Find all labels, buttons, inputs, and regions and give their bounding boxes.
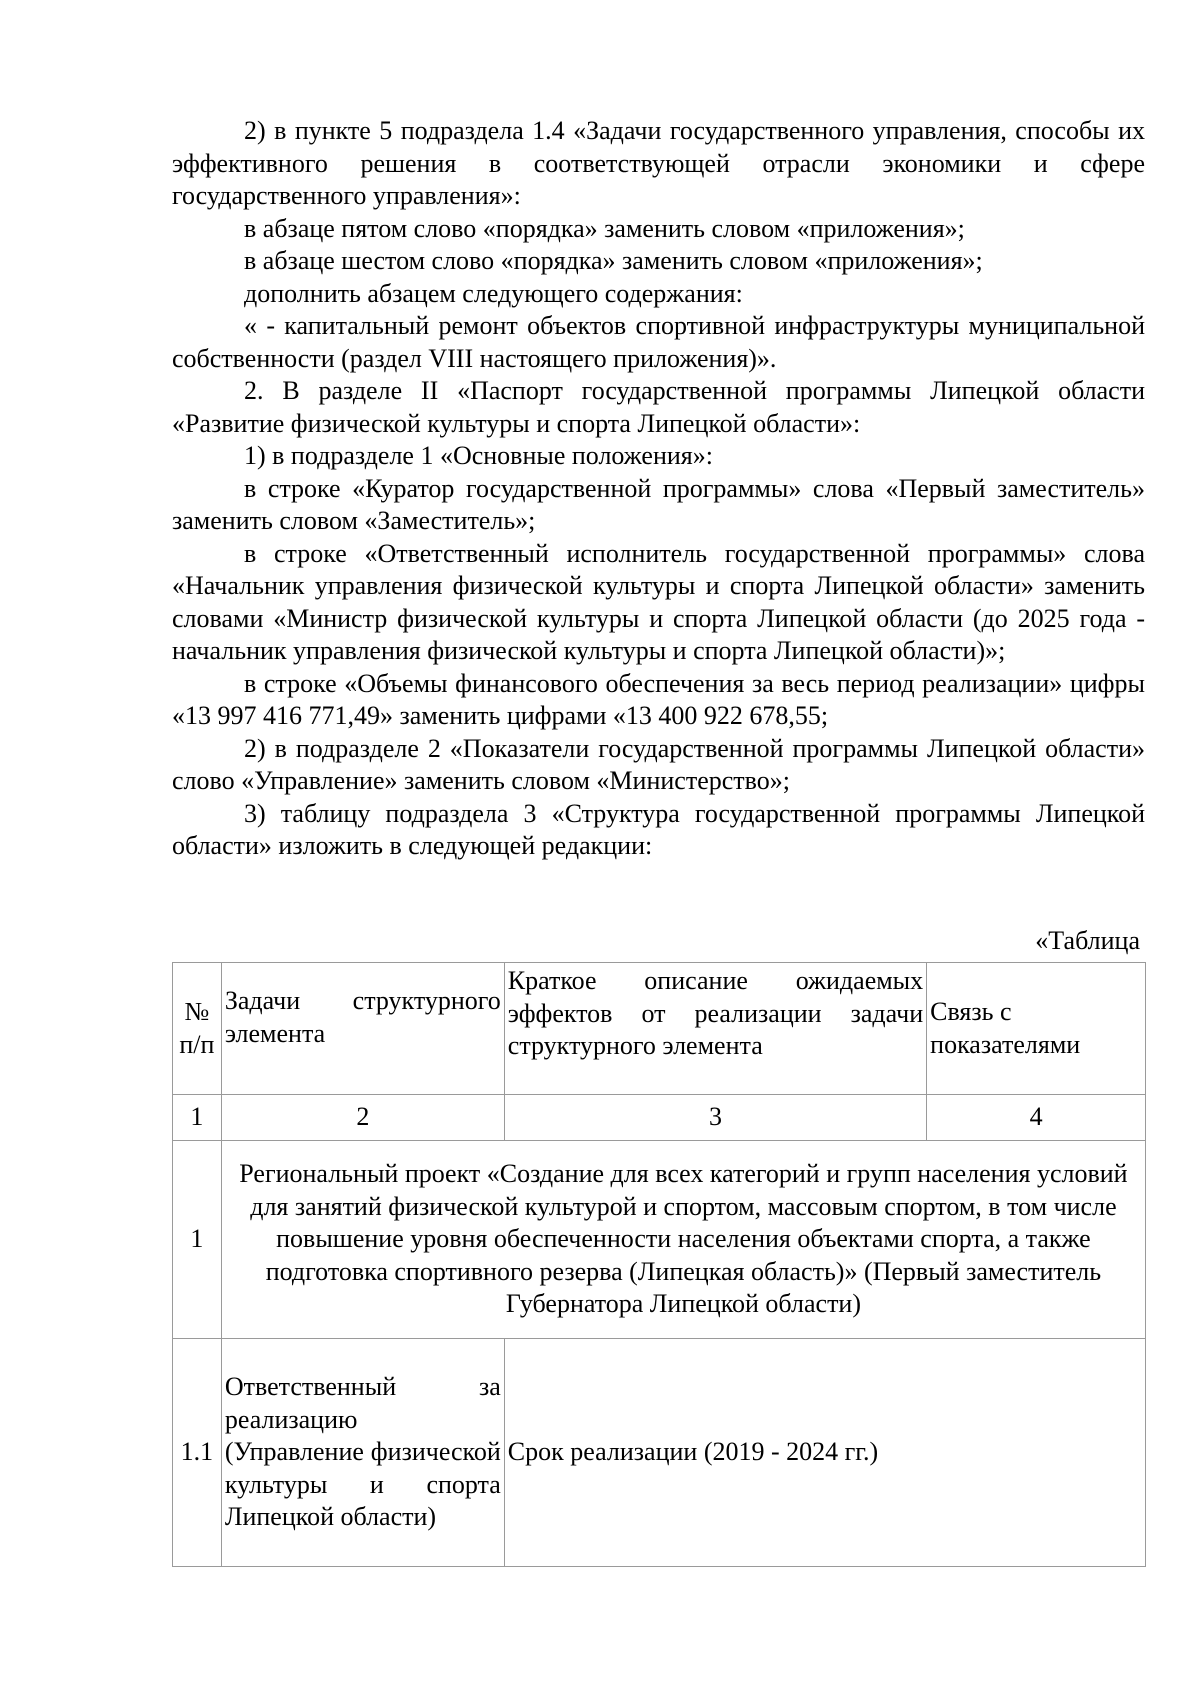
paragraph-5: « - капитальный ремонт объектов спортивной инфраструктуры муниципальной собственности (раздел VIII настоящего приложения)». (172, 311, 1145, 373)
table-header-row (173, 963, 1146, 1095)
header-tasks: Задачи структурного элемента (221, 963, 504, 1095)
paragraph-6: 2. В разделе II «Паспорт государственной программы Липецкой области «Развитие физической культуры и спорта Липецкой области»: (172, 376, 1145, 438)
numbering-cell-2: 2 (221, 1095, 504, 1141)
regional-project-cell: Региональный проект «Создание для всех категорий и групп населения условий для занятий физической культурой и спортом, массовым спортом, в том числе повышение уровня обеспеченности населения объектами спорта, а также подготовка спортивного резерва (Липецкая область)» (Первый заместитель Губернатора Липецкой области) (221, 1141, 1145, 1339)
header-description: Краткое описание ожидаемых эффектов от реализации задачи структурного элемента (504, 963, 926, 1095)
paragraph-4: дополнить абзацем следующего содержания: (244, 278, 743, 308)
row-number: 1.1 (173, 1339, 222, 1567)
header-indicators: Связь с показателями (927, 963, 1146, 1095)
paragraph-3: в абзаце шестом слово «порядка» заменить словом «приложения»; (244, 246, 983, 275)
paragraph-11: 2) в подразделе 2 «Показатели государственной программы Липецкой области» слово «Управление» заменить словом «Министерство»; (172, 733, 1145, 795)
paragraph-10: в строке «Объемы финансового обеспечения за весь период реализации» цифры «13 997 416 771,49» заменить цифрами «13 400 922 678,55; (172, 668, 1145, 730)
numbering-cell-1: 1 (173, 1095, 222, 1141)
period-cell: Срок реализации (2019 - 2024 гг.) (504, 1339, 1145, 1567)
responsible-cell: Ответственный за реализацию (Управление физической культуры и спорта Липецкой области) (221, 1339, 504, 1567)
header-number: № п/п (173, 963, 222, 1095)
table-row (173, 1339, 1146, 1567)
numbering-cell-3: 3 (504, 1095, 926, 1141)
paragraph-7: 1) в подразделе 1 «Основные положения»: (244, 441, 713, 470)
table-row (173, 1141, 1146, 1339)
document-body (172, 115, 1145, 863)
row-number: 1 (173, 1141, 222, 1339)
paragraph-1: 2) в пункте 5 подраздела 1.4 «Задачи государственного управления, способы их эффективного решения в соответствующей отрасли экономики и сфере государственного управления»: (172, 116, 1145, 210)
table-numbering-row (173, 1095, 1146, 1141)
table-caption: «Таблица (1035, 926, 1140, 955)
numbering-cell-4: 4 (927, 1095, 1146, 1141)
paragraph-9: в строке «Ответственный исполнитель государственной программы» слова «Начальник управления физической культуры и спорта Липецкой области» заменить словами «Министр физической культуры и спорта Липецкой области (до 2025 года - начальник управления физической культуры и спорта Липецкой области)»; (172, 538, 1145, 665)
structure-table (172, 962, 1146, 1567)
paragraph-8: в строке «Куратор государственной программы» слова «Первый заместитель» заменить словом «Заместитель»; (172, 473, 1145, 535)
paragraph-2: в абзаце пятом слово «порядка» заменить словом «приложения»; (244, 213, 965, 243)
paragraph-12: 3) таблицу подраздела 3 «Структура государственной программы Липецкой области» изложить в следующей редакции: (172, 798, 1145, 860)
